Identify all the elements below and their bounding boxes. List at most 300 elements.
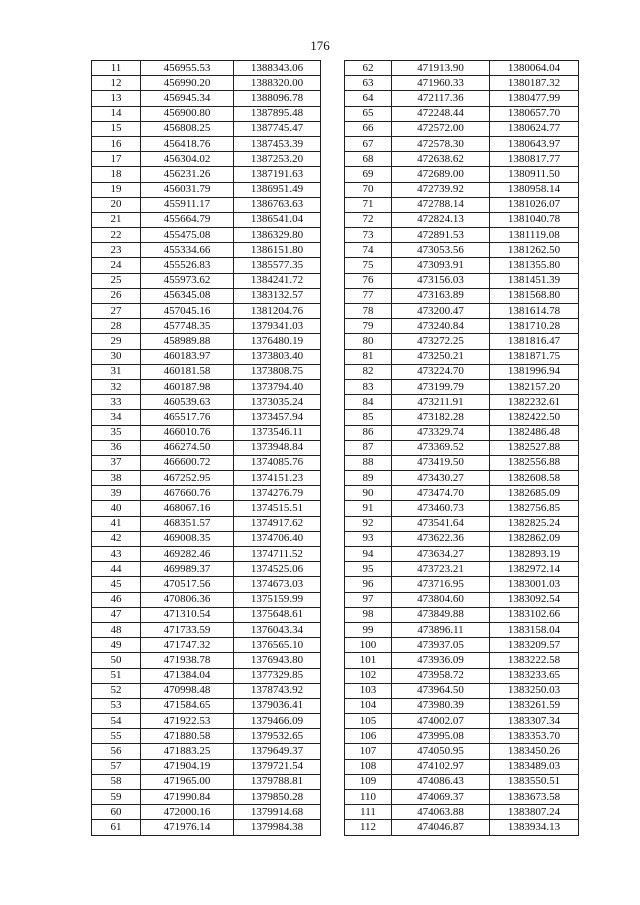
point-number-cell: 27 — [92, 304, 141, 319]
x-coordinate-cell: 471965.00 — [141, 774, 234, 789]
table-row — [345, 319, 579, 334]
y-coordinate-cell: 1379341.03 — [234, 319, 321, 334]
point-number-cell: 100 — [345, 638, 392, 653]
table-row — [92, 516, 321, 531]
point-number-cell: 82 — [345, 364, 392, 379]
y-coordinate-cell: 1383261.59 — [490, 698, 579, 713]
point-number-cell: 22 — [92, 228, 141, 243]
point-number-cell: 55 — [92, 729, 141, 744]
x-coordinate-cell: 473964.50 — [392, 683, 490, 698]
x-coordinate-cell: 460183.97 — [141, 349, 234, 364]
y-coordinate-cell: 1380657.70 — [490, 106, 579, 121]
x-coordinate-cell: 456900.80 — [141, 106, 234, 121]
y-coordinate-cell: 1382756.85 — [490, 501, 579, 516]
point-number-cell: 12 — [92, 76, 141, 91]
point-number-cell: 18 — [92, 167, 141, 182]
table-row — [92, 455, 321, 470]
table-row — [92, 440, 321, 455]
table-row — [92, 61, 321, 76]
table-row — [345, 729, 579, 744]
x-coordinate-cell: 473250.21 — [392, 349, 490, 364]
x-coordinate-cell: 473995.08 — [392, 729, 490, 744]
y-coordinate-cell: 1387895.48 — [234, 106, 321, 121]
y-coordinate-cell: 1382685.09 — [490, 486, 579, 501]
table-row — [92, 182, 321, 197]
point-number-cell: 39 — [92, 486, 141, 501]
table-row — [92, 364, 321, 379]
point-number-cell: 28 — [92, 319, 141, 334]
table-row — [92, 501, 321, 516]
table-row — [345, 531, 579, 546]
table-row — [92, 410, 321, 425]
point-number-cell: 90 — [345, 486, 392, 501]
x-coordinate-cell: 467660.76 — [141, 486, 234, 501]
y-coordinate-cell: 1382556.88 — [490, 455, 579, 470]
point-number-cell: 89 — [345, 471, 392, 486]
table-row — [345, 228, 579, 243]
y-coordinate-cell: 1381262.50 — [490, 243, 579, 258]
point-number-cell: 68 — [345, 152, 392, 167]
table-row — [92, 531, 321, 546]
table-row — [345, 759, 579, 774]
point-number-cell: 21 — [92, 212, 141, 227]
x-coordinate-cell: 456990.20 — [141, 76, 234, 91]
table-row — [345, 395, 579, 410]
x-coordinate-cell: 471384.04 — [141, 668, 234, 683]
y-coordinate-cell: 1383209.57 — [490, 638, 579, 653]
y-coordinate-cell: 1386329.80 — [234, 228, 321, 243]
x-coordinate-cell: 471938.78 — [141, 653, 234, 668]
table-row — [345, 76, 579, 91]
y-coordinate-cell: 1376565.10 — [234, 638, 321, 653]
table-row — [92, 790, 321, 805]
point-number-cell: 66 — [345, 121, 392, 136]
table-row — [92, 91, 321, 106]
x-coordinate-cell: 455973.62 — [141, 273, 234, 288]
point-number-cell: 31 — [92, 364, 141, 379]
table-row — [345, 774, 579, 789]
x-coordinate-cell: 460539.63 — [141, 395, 234, 410]
x-coordinate-cell: 470998.48 — [141, 683, 234, 698]
x-coordinate-cell: 473937.05 — [392, 638, 490, 653]
table-row — [345, 547, 579, 562]
x-coordinate-cell: 468067.16 — [141, 501, 234, 516]
point-number-cell: 52 — [92, 683, 141, 698]
y-coordinate-cell: 1386541.04 — [234, 212, 321, 227]
x-coordinate-cell: 469008.35 — [141, 531, 234, 546]
x-coordinate-cell: 471960.33 — [392, 76, 490, 91]
point-number-cell: 94 — [345, 547, 392, 562]
x-coordinate-cell: 472689.00 — [392, 167, 490, 182]
point-number-cell: 77 — [345, 288, 392, 303]
x-coordinate-cell: 460181.58 — [141, 364, 234, 379]
x-coordinate-cell: 472824.13 — [392, 212, 490, 227]
x-coordinate-cell: 473958.72 — [392, 668, 490, 683]
table-row — [345, 516, 579, 531]
point-number-cell: 47 — [92, 607, 141, 622]
point-number-cell: 64 — [345, 91, 392, 106]
table-row — [92, 607, 321, 622]
y-coordinate-cell: 1381119.08 — [490, 228, 579, 243]
y-coordinate-cell: 1383673.58 — [490, 790, 579, 805]
point-number-cell: 107 — [345, 744, 392, 759]
table-row — [92, 774, 321, 789]
x-coordinate-cell: 473272.25 — [392, 334, 490, 349]
x-coordinate-cell: 471747.32 — [141, 638, 234, 653]
x-coordinate-cell: 456304.02 — [141, 152, 234, 167]
x-coordinate-cell: 465517.76 — [141, 410, 234, 425]
x-coordinate-cell: 472117.36 — [392, 91, 490, 106]
table-row — [345, 607, 579, 622]
point-number-cell: 72 — [345, 212, 392, 227]
table-row — [92, 121, 321, 136]
x-coordinate-cell: 474046.87 — [392, 820, 490, 835]
x-coordinate-cell: 456231.26 — [141, 167, 234, 182]
y-coordinate-cell: 1373808.75 — [234, 364, 321, 379]
point-number-cell: 70 — [345, 182, 392, 197]
x-coordinate-cell: 473541.64 — [392, 516, 490, 531]
table-row — [92, 683, 321, 698]
point-number-cell: 56 — [92, 744, 141, 759]
point-number-cell: 50 — [92, 653, 141, 668]
point-number-cell: 36 — [92, 440, 141, 455]
x-coordinate-cell: 471733.59 — [141, 622, 234, 637]
y-coordinate-cell: 1379914.68 — [234, 805, 321, 820]
table-row — [345, 622, 579, 637]
table-row — [345, 562, 579, 577]
point-number-cell: 16 — [92, 136, 141, 151]
table-row — [92, 744, 321, 759]
table-row — [92, 668, 321, 683]
y-coordinate-cell: 1382527.88 — [490, 440, 579, 455]
point-number-cell: 65 — [345, 106, 392, 121]
y-coordinate-cell: 1373948.84 — [234, 440, 321, 455]
point-number-cell: 62 — [345, 61, 392, 76]
y-coordinate-cell: 1381816.47 — [490, 334, 579, 349]
point-number-cell: 103 — [345, 683, 392, 698]
table-row — [345, 288, 579, 303]
table-row — [92, 471, 321, 486]
y-coordinate-cell: 1385577.35 — [234, 258, 321, 273]
table-row — [345, 668, 579, 683]
y-coordinate-cell: 1376043.34 — [234, 622, 321, 637]
y-coordinate-cell: 1380064.04 — [490, 61, 579, 76]
y-coordinate-cell: 1388320.00 — [234, 76, 321, 91]
point-number-cell: 17 — [92, 152, 141, 167]
x-coordinate-cell: 474002.07 — [392, 714, 490, 729]
x-coordinate-cell: 458989.88 — [141, 334, 234, 349]
table-row — [345, 106, 579, 121]
point-number-cell: 44 — [92, 562, 141, 577]
x-coordinate-cell: 460187.98 — [141, 379, 234, 394]
x-coordinate-cell: 455475.08 — [141, 228, 234, 243]
table-row — [92, 197, 321, 212]
y-coordinate-cell: 1383550.51 — [490, 774, 579, 789]
x-coordinate-cell: 470517.56 — [141, 577, 234, 592]
point-number-cell: 60 — [92, 805, 141, 820]
table-row — [345, 698, 579, 713]
table-row — [345, 121, 579, 136]
y-coordinate-cell: 1374085.76 — [234, 455, 321, 470]
x-coordinate-cell: 473200.47 — [392, 304, 490, 319]
y-coordinate-cell: 1379466.09 — [234, 714, 321, 729]
y-coordinate-cell: 1379788.81 — [234, 774, 321, 789]
y-coordinate-cell: 1373794.40 — [234, 379, 321, 394]
table-row — [345, 501, 579, 516]
table-row — [345, 820, 579, 835]
y-coordinate-cell: 1382862.09 — [490, 531, 579, 546]
coordinates-table-left-body — [92, 61, 321, 836]
point-number-cell: 15 — [92, 121, 141, 136]
x-coordinate-cell: 473156.03 — [392, 273, 490, 288]
point-number-cell: 49 — [92, 638, 141, 653]
y-coordinate-cell: 1373035.24 — [234, 395, 321, 410]
point-number-cell: 29 — [92, 334, 141, 349]
table-row — [92, 653, 321, 668]
x-coordinate-cell: 466600.72 — [141, 455, 234, 470]
x-coordinate-cell: 472638.62 — [392, 152, 490, 167]
y-coordinate-cell: 1387253.20 — [234, 152, 321, 167]
point-number-cell: 91 — [345, 501, 392, 516]
point-number-cell: 33 — [92, 395, 141, 410]
y-coordinate-cell: 1381040.78 — [490, 212, 579, 227]
table-row — [92, 592, 321, 607]
table-row — [345, 91, 579, 106]
y-coordinate-cell: 1382486.48 — [490, 425, 579, 440]
x-coordinate-cell: 472572.00 — [392, 121, 490, 136]
point-number-cell: 13 — [92, 91, 141, 106]
x-coordinate-cell: 468351.57 — [141, 516, 234, 531]
table-row — [345, 714, 579, 729]
x-coordinate-cell: 473460.73 — [392, 501, 490, 516]
y-coordinate-cell: 1379036.41 — [234, 698, 321, 713]
y-coordinate-cell: 1381710.28 — [490, 319, 579, 334]
x-coordinate-cell: 456031.79 — [141, 182, 234, 197]
y-coordinate-cell: 1384241.72 — [234, 273, 321, 288]
y-coordinate-cell: 1387191.63 — [234, 167, 321, 182]
table-row — [92, 759, 321, 774]
point-number-cell: 11 — [92, 61, 141, 76]
y-coordinate-cell: 1374711.52 — [234, 547, 321, 562]
y-coordinate-cell: 1376943.80 — [234, 653, 321, 668]
point-number-cell: 37 — [92, 455, 141, 470]
point-number-cell: 104 — [345, 698, 392, 713]
x-coordinate-cell: 474102.97 — [392, 759, 490, 774]
point-number-cell: 54 — [92, 714, 141, 729]
point-number-cell: 86 — [345, 425, 392, 440]
table-row — [92, 622, 321, 637]
table-row — [92, 547, 321, 562]
point-number-cell: 41 — [92, 516, 141, 531]
x-coordinate-cell: 473053.56 — [392, 243, 490, 258]
point-number-cell: 98 — [345, 607, 392, 622]
x-coordinate-cell: 456345.08 — [141, 288, 234, 303]
y-coordinate-cell: 1383250.03 — [490, 683, 579, 698]
point-number-cell: 85 — [345, 410, 392, 425]
table-row — [92, 729, 321, 744]
x-coordinate-cell: 473369.52 — [392, 440, 490, 455]
point-number-cell: 101 — [345, 653, 392, 668]
point-number-cell: 43 — [92, 547, 141, 562]
table-row — [345, 486, 579, 501]
table-row — [345, 577, 579, 592]
table-row — [92, 106, 321, 121]
y-coordinate-cell: 1380187.32 — [490, 76, 579, 91]
point-number-cell: 20 — [92, 197, 141, 212]
y-coordinate-cell: 1383807.24 — [490, 805, 579, 820]
point-number-cell: 53 — [92, 698, 141, 713]
y-coordinate-cell: 1388096.78 — [234, 91, 321, 106]
y-coordinate-cell: 1381355.80 — [490, 258, 579, 273]
x-coordinate-cell: 466274.50 — [141, 440, 234, 455]
point-number-cell: 95 — [345, 562, 392, 577]
y-coordinate-cell: 1374525.06 — [234, 562, 321, 577]
y-coordinate-cell: 1376480.19 — [234, 334, 321, 349]
table-row — [92, 486, 321, 501]
y-coordinate-cell: 1383001.03 — [490, 577, 579, 592]
table-row — [92, 379, 321, 394]
table-row — [92, 698, 321, 713]
coordinates-table-right-body — [345, 61, 579, 836]
y-coordinate-cell: 1387453.39 — [234, 136, 321, 151]
x-coordinate-cell: 474063.88 — [392, 805, 490, 820]
y-coordinate-cell: 1382608.58 — [490, 471, 579, 486]
point-number-cell: 83 — [345, 379, 392, 394]
point-number-cell: 78 — [345, 304, 392, 319]
table-row — [345, 410, 579, 425]
point-number-cell: 45 — [92, 577, 141, 592]
point-number-cell: 58 — [92, 774, 141, 789]
y-coordinate-cell: 1388343.06 — [234, 61, 321, 76]
y-coordinate-cell: 1380958.14 — [490, 182, 579, 197]
y-coordinate-cell: 1379649.37 — [234, 744, 321, 759]
y-coordinate-cell: 1378743.92 — [234, 683, 321, 698]
point-number-cell: 110 — [345, 790, 392, 805]
y-coordinate-cell: 1382232.61 — [490, 395, 579, 410]
y-coordinate-cell: 1383934.13 — [490, 820, 579, 835]
x-coordinate-cell: 455911.17 — [141, 197, 234, 212]
table-row — [92, 167, 321, 182]
point-number-cell: 42 — [92, 531, 141, 546]
y-coordinate-cell: 1381996.94 — [490, 364, 579, 379]
table-row — [345, 364, 579, 379]
table-row — [345, 653, 579, 668]
point-number-cell: 35 — [92, 425, 141, 440]
y-coordinate-cell: 1380643.97 — [490, 136, 579, 151]
y-coordinate-cell: 1383233.65 — [490, 668, 579, 683]
x-coordinate-cell: 471584.65 — [141, 698, 234, 713]
y-coordinate-cell: 1383158.04 — [490, 622, 579, 637]
x-coordinate-cell: 472891.53 — [392, 228, 490, 243]
y-coordinate-cell: 1374917.62 — [234, 516, 321, 531]
x-coordinate-cell: 473804.60 — [392, 592, 490, 607]
table-row — [92, 334, 321, 349]
x-coordinate-cell: 472000.16 — [141, 805, 234, 820]
x-coordinate-cell: 469282.46 — [141, 547, 234, 562]
x-coordinate-cell: 471904.19 — [141, 759, 234, 774]
y-coordinate-cell: 1379532.65 — [234, 729, 321, 744]
y-coordinate-cell: 1374151.23 — [234, 471, 321, 486]
point-number-cell: 61 — [92, 820, 141, 835]
table-row — [345, 182, 579, 197]
table-row — [345, 167, 579, 182]
table-row — [345, 61, 579, 76]
x-coordinate-cell: 471880.58 — [141, 729, 234, 744]
y-coordinate-cell: 1379721.54 — [234, 759, 321, 774]
x-coordinate-cell: 473419.50 — [392, 455, 490, 470]
point-number-cell: 69 — [345, 167, 392, 182]
point-number-cell: 76 — [345, 273, 392, 288]
point-number-cell: 32 — [92, 379, 141, 394]
x-coordinate-cell: 456418.76 — [141, 136, 234, 151]
x-coordinate-cell: 472788.14 — [392, 197, 490, 212]
x-coordinate-cell: 473723.21 — [392, 562, 490, 577]
x-coordinate-cell: 474069.37 — [392, 790, 490, 805]
table-row — [92, 577, 321, 592]
table-row — [92, 638, 321, 653]
point-number-cell: 26 — [92, 288, 141, 303]
point-number-cell: 59 — [92, 790, 141, 805]
point-number-cell: 51 — [92, 668, 141, 683]
point-number-cell: 80 — [345, 334, 392, 349]
y-coordinate-cell: 1383489.03 — [490, 759, 579, 774]
x-coordinate-cell: 467252.95 — [141, 471, 234, 486]
point-number-cell: 112 — [345, 820, 392, 835]
y-coordinate-cell: 1373803.40 — [234, 349, 321, 364]
x-coordinate-cell: 473849.88 — [392, 607, 490, 622]
y-coordinate-cell: 1374276.79 — [234, 486, 321, 501]
x-coordinate-cell: 470806.36 — [141, 592, 234, 607]
x-coordinate-cell: 456808.25 — [141, 121, 234, 136]
point-number-cell: 40 — [92, 501, 141, 516]
x-coordinate-cell: 473182.28 — [392, 410, 490, 425]
x-coordinate-cell: 473240.84 — [392, 319, 490, 334]
table-row — [92, 288, 321, 303]
y-coordinate-cell: 1381026.07 — [490, 197, 579, 212]
table-row — [345, 243, 579, 258]
y-coordinate-cell: 1387745.47 — [234, 121, 321, 136]
table-row — [92, 152, 321, 167]
x-coordinate-cell: 472578.30 — [392, 136, 490, 151]
table-row — [92, 395, 321, 410]
coordinates-table-right — [344, 60, 579, 836]
y-coordinate-cell: 1383132.57 — [234, 288, 321, 303]
table-row — [92, 136, 321, 151]
x-coordinate-cell: 456955.53 — [141, 61, 234, 76]
y-coordinate-cell: 1374515.51 — [234, 501, 321, 516]
point-number-cell: 19 — [92, 182, 141, 197]
y-coordinate-cell: 1381451.39 — [490, 273, 579, 288]
table-row — [345, 197, 579, 212]
table-row — [345, 273, 579, 288]
point-number-cell: 30 — [92, 349, 141, 364]
x-coordinate-cell: 457748.35 — [141, 319, 234, 334]
y-coordinate-cell: 1374673.03 — [234, 577, 321, 592]
x-coordinate-cell: 473622.36 — [392, 531, 490, 546]
y-coordinate-cell: 1381568.80 — [490, 288, 579, 303]
x-coordinate-cell: 474050.95 — [392, 744, 490, 759]
coordinates-table-left — [91, 60, 321, 836]
x-coordinate-cell: 474086.43 — [392, 774, 490, 789]
point-number-cell: 93 — [345, 531, 392, 546]
x-coordinate-cell: 457045.16 — [141, 304, 234, 319]
x-coordinate-cell: 469989.37 — [141, 562, 234, 577]
y-coordinate-cell: 1382157.20 — [490, 379, 579, 394]
x-coordinate-cell: 471310.54 — [141, 607, 234, 622]
x-coordinate-cell: 473936.09 — [392, 653, 490, 668]
point-number-cell: 96 — [345, 577, 392, 592]
table-row — [92, 212, 321, 227]
